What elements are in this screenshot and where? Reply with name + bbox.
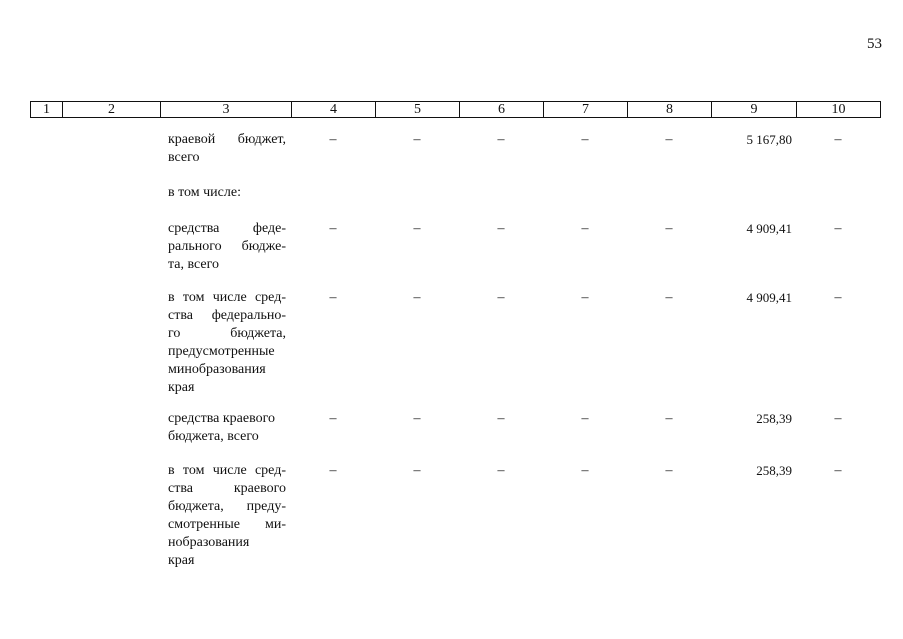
cell-col-5: – — [413, 411, 421, 426]
cell-col-7: – — [581, 290, 589, 305]
row-label — [168, 289, 286, 397]
header-col-6: 6 — [459, 102, 543, 117]
header-col-7: 7 — [543, 102, 627, 117]
label-line: рального бюдже- — [168, 239, 286, 254]
label-line: минобразования — [168, 362, 266, 377]
header-col-2: 2 — [62, 102, 160, 117]
cell-col-7: – — [581, 221, 589, 236]
cell-col-9: 4 909,41 — [746, 221, 792, 236]
label-line: нобразования — [168, 535, 250, 550]
cell-col-9: 5 167,80 — [746, 132, 792, 147]
label-line: средства феде- — [168, 221, 286, 236]
cell-col-9: 258,39 — [756, 411, 792, 426]
cell-col-5: – — [413, 221, 421, 236]
label-line: краевой бюджет, — [168, 132, 286, 147]
label-line: средства краевого — [168, 411, 275, 426]
cell-col-6: – — [497, 221, 505, 236]
cell-col-7: – — [581, 411, 589, 426]
header-col-4: 4 — [291, 102, 375, 117]
label-line: в том числе сред- — [168, 290, 286, 305]
row-label — [168, 462, 286, 570]
cell-col-8: – — [665, 290, 673, 305]
row-label — [168, 184, 286, 202]
label-line: бюджета, всего — [168, 429, 259, 444]
label-line: края — [168, 553, 195, 568]
cell-col-4: – — [329, 411, 337, 426]
cell-col-7: – — [581, 132, 589, 147]
label-line: в том числе: — [168, 185, 241, 200]
header-col-8: 8 — [627, 102, 711, 117]
cell-col-6: – — [497, 411, 505, 426]
cell-col-9: 4 909,41 — [746, 290, 792, 305]
label-line: в том числе сред- — [168, 463, 286, 478]
cell-col-6: – — [497, 290, 505, 305]
cell-col-5: – — [413, 463, 421, 478]
label-line: предусмотренные — [168, 344, 275, 359]
cell-col-4: – — [329, 290, 337, 305]
header-col-9: 9 — [711, 102, 796, 117]
label-line: ства краевого — [168, 481, 286, 496]
label-line: го бюджета, — [168, 326, 286, 341]
cell-col-4: – — [329, 463, 337, 478]
label-line: всего — [168, 150, 200, 165]
cell-col-10: – — [834, 411, 842, 426]
row-label — [168, 131, 286, 167]
cell-col-8: – — [665, 221, 673, 236]
label-line: края — [168, 380, 195, 395]
cell-col-6: – — [497, 132, 505, 147]
label-line: та, всего — [168, 257, 220, 272]
cell-col-10: – — [834, 290, 842, 305]
row-label — [168, 220, 286, 274]
cell-col-6: – — [497, 463, 505, 478]
cell-col-8: – — [665, 411, 673, 426]
cell-col-8: – — [665, 132, 673, 147]
label-line: ства федерально- — [168, 308, 286, 323]
header-col-5: 5 — [375, 102, 459, 117]
label-line: бюджета, преду- — [168, 499, 286, 514]
cell-col-7: – — [581, 463, 589, 478]
cell-col-8: – — [665, 463, 673, 478]
cell-col-9: 258,39 — [756, 463, 792, 478]
table-header-row — [30, 101, 881, 118]
page-number: 53 — [867, 36, 882, 52]
header-col-1: 1 — [43, 102, 50, 117]
cell-col-10: – — [834, 132, 842, 147]
header-col-10: 10 — [796, 102, 880, 117]
label-line: смотренные ми- — [168, 517, 286, 532]
header-col-3: 3 — [160, 102, 291, 117]
cell-col-10: – — [834, 221, 842, 236]
cell-col-5: – — [413, 290, 421, 305]
row-label — [168, 410, 286, 446]
cell-col-4: – — [329, 132, 337, 147]
cell-col-5: – — [413, 132, 421, 147]
cell-col-4: – — [329, 221, 337, 236]
cell-col-10: – — [834, 463, 842, 478]
